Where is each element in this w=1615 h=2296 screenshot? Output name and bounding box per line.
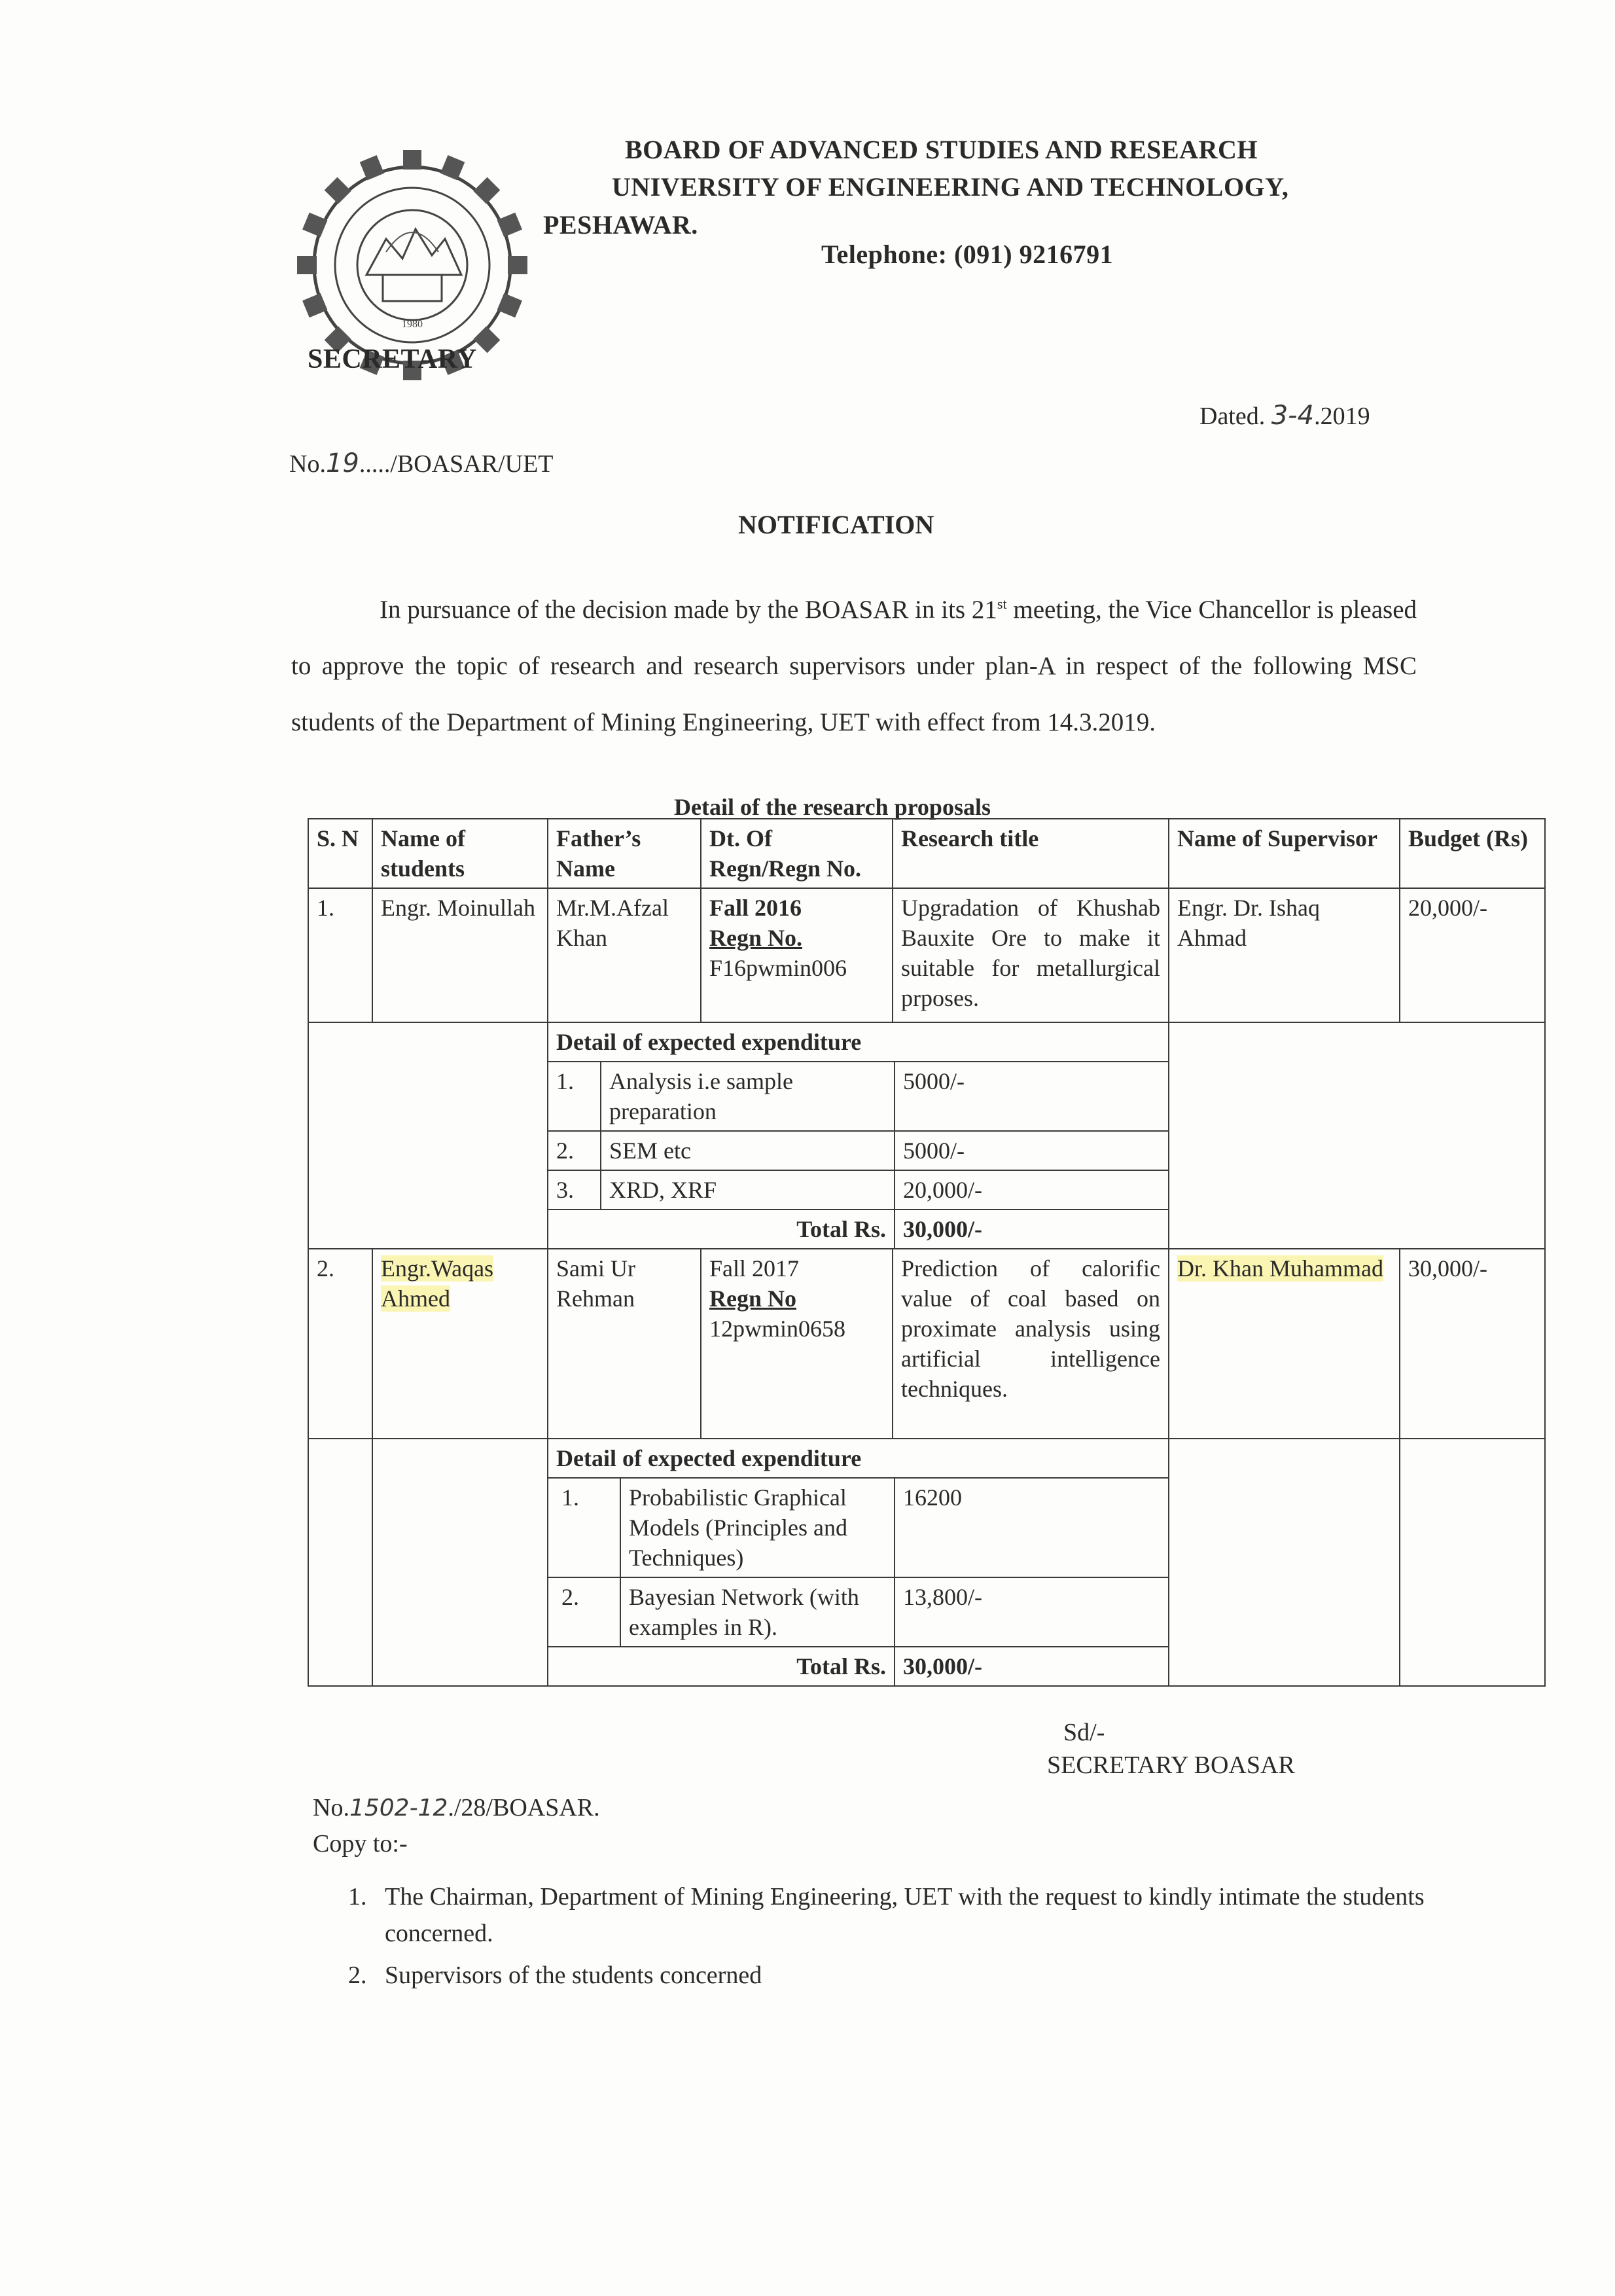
header-father: Father’s Name — [548, 819, 701, 888]
exp-amount: 20,000/- — [895, 1170, 1168, 1210]
cell-research-title: Prediction of calorific value of coal based on proximate analysis using artificial intelligence techniques. — [893, 1249, 1169, 1439]
exp-amount: 13,800/- — [895, 1577, 1168, 1647]
gear-tooth — [325, 177, 351, 204]
gear-tooth — [473, 326, 500, 353]
expenditure-row — [308, 1062, 1545, 1249]
gear-tooth — [302, 293, 327, 317]
exp-no: 2. — [548, 1577, 620, 1647]
expenditure-total — [548, 1647, 1168, 1685]
gear-tooth — [497, 213, 522, 237]
body-text-a: In pursuance of the decision made by the BOASAR in its 21 — [380, 596, 997, 624]
cell-regn — [701, 1249, 893, 1439]
regn-number: 12pwmin0658 — [709, 1316, 846, 1342]
university-name: UNIVERSITY OF ENGINEERING AND TECHNOLOGY, — [612, 172, 1289, 202]
exp-item: XRD, XRF — [601, 1170, 895, 1210]
expenditure-label: Detail of expected expenditure — [548, 1022, 1169, 1062]
ref-handwritten: 19 — [325, 448, 359, 478]
gear-tooth — [302, 213, 327, 237]
telephone: Telephone: (091) 9216791 — [821, 240, 1114, 269]
regn-label: Regn No. — [709, 925, 802, 951]
cell-regn — [701, 888, 893, 1022]
total-amount: 30,000/- — [895, 1647, 1168, 1685]
reference-number — [289, 448, 554, 478]
expenditure-label-row — [308, 1439, 1545, 1478]
exp-amount: 5000/- — [903, 1068, 965, 1094]
exp-item: Analysis i.e sample preparation — [601, 1062, 895, 1131]
regn-label: Regn No — [709, 1285, 796, 1312]
copy-to-list — [347, 1878, 1512, 1999]
expenditure-item — [548, 1131, 1168, 1170]
expenditure-row — [308, 1478, 1545, 1686]
exp-item: Probabilistic Graphical Models (Principles and Techniques) — [620, 1479, 895, 1577]
body-text-b: meeting, the Vice Chancellor is pleased to approve the topic of research and research supervisors under plan-A in respect of the following MSC students of the Department of Mining Engineering, UET with effect from 14.3.2019. — [291, 596, 1417, 736]
header-name: Name of students — [372, 819, 548, 888]
research-proposals-table — [308, 818, 1546, 1687]
signature-title: SECRETARY BOASAR — [1047, 1751, 1295, 1779]
regn-number: F16pwmin006 — [709, 955, 847, 981]
expenditure-subtable — [548, 1062, 1168, 1248]
dated-year: .2019 — [1314, 403, 1370, 430]
city-name: PESHAWAR. — [543, 210, 698, 240]
total-amount: 30,000/- — [895, 1210, 1168, 1248]
exp-amount: 5000/- — [895, 1131, 1168, 1170]
header-sn: S. N — [308, 819, 372, 888]
exp-no: 1. — [548, 1479, 620, 1577]
expenditure-label-row — [308, 1022, 1545, 1062]
ref-prefix: No. — [289, 450, 326, 478]
cell-supervisor: Engr. Dr. Ishaq Ahmad — [1169, 888, 1400, 1022]
regn-session: Fall 2017 — [709, 1255, 800, 1282]
dated-label: Dated. — [1199, 403, 1266, 430]
student-name-highlighted: Engr.Waqas Ahmed — [381, 1255, 494, 1312]
ref-suffix: ...../BOASAR/UET — [359, 450, 554, 478]
gear-tooth — [497, 293, 522, 317]
table-header-row — [308, 819, 1545, 888]
cell-father: Mr.M.Afzal Khan — [548, 888, 701, 1022]
board-name: BOARD OF ADVANCED STUDIES AND RESEARCH — [625, 135, 1258, 164]
exp-no: 2. — [548, 1131, 601, 1170]
copy-no-suffix: ./28/BOASAR. — [448, 1794, 600, 1821]
expenditure-label: Detail of expected expenditure — [548, 1439, 1169, 1478]
cell-father: Sami Ur Rehman — [548, 1249, 701, 1439]
exp-item: Bayesian Network (with examples in R). — [620, 1577, 895, 1647]
body-paragraph — [291, 576, 1417, 751]
supervisor-highlighted: Dr. Khan Muhammad — [1177, 1255, 1383, 1282]
header-supervisor: Name of Supervisor — [1169, 819, 1400, 888]
signature-sd: Sd/- — [1063, 1719, 1105, 1746]
expenditure-total — [548, 1210, 1168, 1248]
expenditure-item — [548, 1577, 1168, 1647]
cell-sn: 1. — [308, 888, 372, 1022]
table-row — [308, 1249, 1545, 1439]
expenditure-subtable — [548, 1479, 1168, 1685]
gear-tooth — [297, 256, 317, 274]
copy-no-handwritten: 1502-12 — [349, 1795, 448, 1821]
regn-session: Fall 2016 — [709, 895, 802, 921]
gear-tooth — [403, 150, 421, 170]
gear-tooth — [508, 256, 527, 274]
expenditure-item — [548, 1479, 1168, 1577]
header-title: Research title — [893, 819, 1169, 888]
table-caption: Detail of the research proposals — [674, 794, 991, 820]
body-sup: st — [997, 596, 1007, 612]
exp-no: 3. — [548, 1170, 601, 1210]
cell-student-name: Engr. Moinullah — [372, 888, 548, 1022]
total-label: Total Rs. — [548, 1647, 895, 1685]
cell-budget: 20,000/- — [1400, 888, 1545, 1022]
expenditure-item — [548, 1170, 1168, 1210]
copy-to-label: Copy to:- — [313, 1830, 408, 1857]
total-label: Total Rs. — [548, 1210, 895, 1248]
copy-reference-number — [313, 1793, 600, 1822]
svg-text:1980: 1980 — [402, 319, 423, 330]
gear-tooth — [473, 177, 500, 204]
gear-tooth — [360, 155, 384, 180]
cell-budget: 30,000/- — [1400, 1249, 1545, 1439]
exp-amount: 16200 — [903, 1484, 962, 1511]
list-item: 1. The Chairman, Department of Mining Engineering, UET with the request to kindly intimate the students concerned. — [373, 1878, 1512, 1952]
date-line — [1199, 401, 1370, 431]
header-budget: Budget (Rs) — [1400, 819, 1545, 888]
dated-handwritten: 3-4 — [1271, 401, 1315, 431]
cell-student-name — [372, 1249, 548, 1439]
notification-title: NOTIFICATION — [738, 510, 934, 539]
list-item: 2. Supervisors of the students concerned — [373, 1957, 1512, 1994]
cell-supervisor — [1169, 1249, 1400, 1439]
expenditure-item — [548, 1062, 1168, 1131]
copy-no-prefix: No. — [313, 1794, 349, 1821]
table-row — [308, 888, 1545, 1022]
exp-no: 1. — [548, 1062, 601, 1131]
secretary-label: SECRETARY — [308, 344, 477, 374]
header-regn: Dt. Of Regn/Regn No. — [701, 819, 893, 888]
exp-item: SEM etc — [601, 1131, 895, 1170]
cell-sn: 2. — [308, 1249, 372, 1439]
cell-research-title: Upgradation of Khushab Bauxite Ore to make it suitable for metallurgical prposes. — [893, 888, 1169, 1022]
gear-tooth — [440, 155, 465, 180]
